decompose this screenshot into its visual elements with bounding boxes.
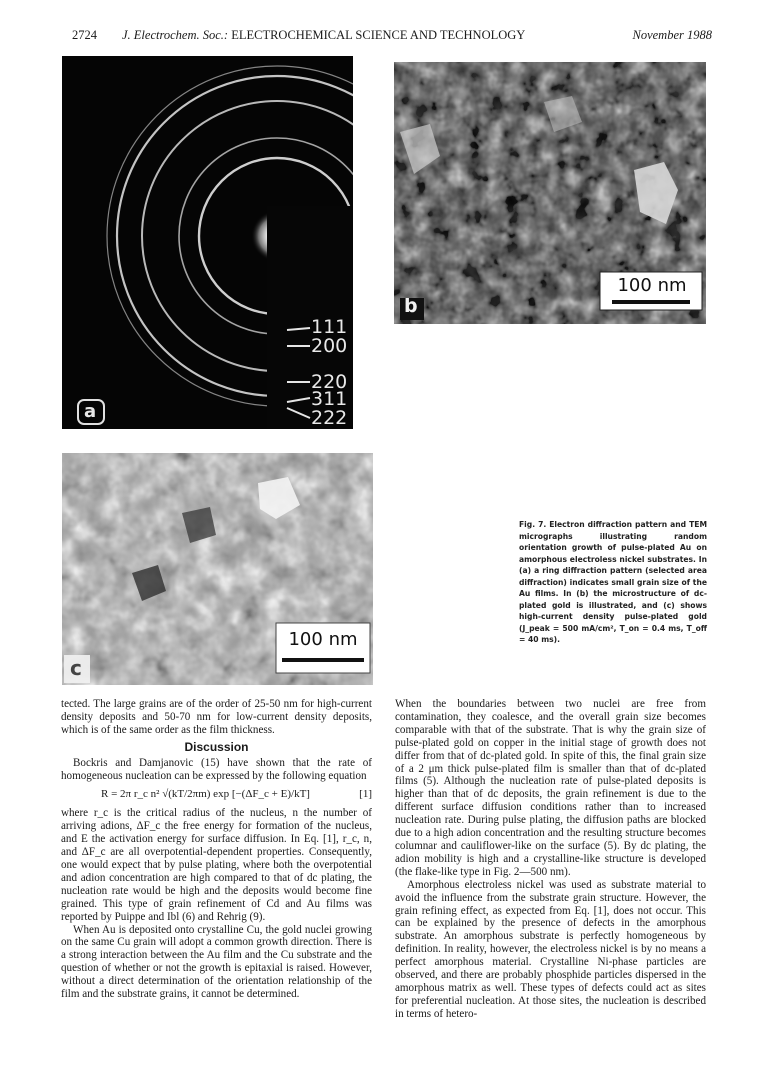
- figure-panel-c-micrograph: [62, 453, 373, 685]
- scale-bar-label-c: 100 nm: [288, 629, 358, 650]
- journal-abbrev: J. Electrochem. Soc.:: [122, 28, 229, 42]
- running-header: [72, 28, 712, 46]
- ring-label-220: 220: [311, 371, 348, 393]
- section-heading: Discussion: [184, 739, 249, 754]
- body-column-left: [61, 698, 372, 1001]
- equation-body: R = 2π r_c n² √(kT/2πm) exp [−(ΔF_c + E)/kT]: [101, 788, 310, 801]
- scale-bar-b: [612, 300, 690, 304]
- micrograph-c-image: [62, 453, 373, 685]
- panel-b-letter: b: [404, 295, 418, 317]
- scale-bar-label-b: 100 nm: [617, 275, 687, 296]
- page-number: 2724: [72, 28, 97, 42]
- paragraph: where r_c is the critical radius of the nucleus, n the number of arriving adions, ΔF_c the free energy for formation of the nucleus, and E the activation energy for surface diffusion. In Eq. [1], r_c, n, and ΔF_c are all overpotential-dependent properties. Consequently, one would expect that by pulse plating, where both the overpotential and adion concentration are high compared to that of dc plating, the nucleation rate would be high and the deposits would become fine grained. This type of grain refinement of Cd and Au films was reported by Puippe and Ibl (6) and Rehrig (9).: [61, 807, 372, 923]
- paragraph: Bockris and Damjanovic (15) have shown that the rate of homogeneous nucleation can be expressed by the following equation: [61, 756, 372, 782]
- ring-label-111: 111: [311, 316, 348, 338]
- panel-c-letter: c: [70, 656, 82, 680]
- scale-bar-c: [282, 658, 364, 662]
- body-column-right: [395, 698, 706, 1021]
- journal-section: ELECTROCHEMICAL SCIENCE AND TECHNOLOGY: [231, 28, 526, 42]
- equation-number: [1]: [359, 788, 372, 801]
- equation: [61, 788, 372, 801]
- paragraph: When the boundaries between two nuclei are free from contamination, they coalesce, and the overall grain size becomes comparable with that of the substrate. That is why the grain size of pulse-plated gold on copper in the initial stage of growth does not differ from that of dc-plated gold. In spite of this, the final grain size of a 2 μm thick pulse-plated film is smaller than that of dc-plated films (5). Although the nucleation rate of pulse-plated deposits is higher than that of dc deposits, the grain refinement is due to the different surface diffusion conditions rather than to increased nucleation rate. During pulse plating, the diffusion paths are blocked due to a high adion concentration and the resulting structure becomes columnar and cauliflower-like on the surface (5). By dc plating, the adion mobility is high and a crystalline-like structure is developed (the flake-like type in Fig. 2—500 nm).: [395, 698, 706, 878]
- diffraction-rings-image: [62, 56, 353, 429]
- journal-title: [122, 28, 525, 43]
- paragraph: When Au is deposited onto crystalline Cu, the gold nuclei growing on the same Cu grain will adopt a common growth direction. There is a strong interaction between the Au film and the Cu substrate and the question of whether or not the growth is epitaxial is raised. However, without a direct determination of the orientation relationship of the film and the substrate grains, it cannot be determined.: [61, 923, 372, 1001]
- figure-panel-b-micrograph: [394, 62, 706, 324]
- ring-label-200: 200: [311, 335, 348, 357]
- figure-panel-a-diffraction-pattern: [62, 56, 353, 429]
- ring-label-222: 222: [311, 407, 348, 429]
- panel-a-letter: a: [84, 401, 97, 422]
- paragraph: tected. The large grains are of the order of 25-50 nm for high-current density deposits and 50-70 nm for low-current density deposits, which is of the same order as the film thickness.: [61, 698, 372, 736]
- issue-date: November 1988: [632, 28, 712, 42]
- figure-caption: Fig. 7. Electron diffraction pattern and TEM micrographs illustrating random orientation growth of pulse-plated Au on amorphous electroless nickel substrates. In (a) a ring diffraction pattern (selected area diffraction) indicates small grain size of the Au films. In (b) the microstructure of dc-plated gold is illustrated, and (c) shows high-current density pulse-plated gold (J_peak = 500 mA/cm², T_on = 0.4 ms, T_off = 40 ms).: [519, 520, 707, 644]
- paragraph: Amorphous electroless nickel was used as substrate material to avoid the influence from the substrate grain structure. However, the grain refining effect, as expected from Eq. [1], does not occur. This can be explained by the presence of defects in the amorphous substrate. An amorphous substrate is perfectly homogeneous by definition. In reality, however, the electroless nickel is by no means a perfect amorphous material. Crystalline Ni-phase particles are observed, and there are probably phosphide particles dispersed in the amorphous matrix as well. These types of defects could act as sites for preferential nucleation. At those sites, the nucleation is described in terms of hetero-: [395, 878, 706, 1020]
- ring-label-311: 311: [311, 388, 348, 410]
